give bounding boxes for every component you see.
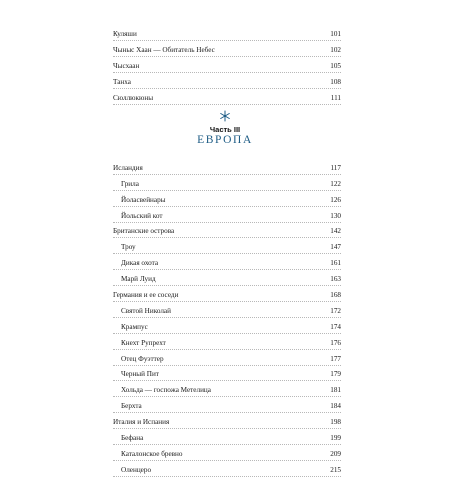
toc-entry-title: Германия и ее соседи bbox=[113, 291, 179, 300]
part-label: Часть III bbox=[209, 125, 241, 134]
toc-entry-title: Британские острова bbox=[113, 227, 175, 236]
toc-entry-page: 147 bbox=[330, 243, 341, 252]
toc-entry-page: 168 bbox=[330, 291, 341, 300]
toc-entry-page: 161 bbox=[330, 259, 341, 268]
toc-entry-page: 181 bbox=[330, 386, 341, 395]
toc-entry bbox=[113, 57, 341, 73]
toc-entry-page: 174 bbox=[330, 322, 341, 331]
toc-entry-title: Йоласвейнары bbox=[121, 195, 166, 204]
toc-entry-page: 142 bbox=[330, 227, 341, 236]
toc-subentry bbox=[113, 429, 341, 445]
toc-entry bbox=[113, 159, 341, 175]
part-title: ЕВРОПА bbox=[197, 134, 253, 146]
toc-subentry bbox=[113, 254, 341, 270]
toc-subentry bbox=[113, 381, 341, 397]
toc-entry-title: Оленцеро bbox=[121, 465, 152, 474]
toc-subentry bbox=[113, 318, 341, 334]
toc-entry-page: 209 bbox=[330, 449, 341, 458]
toc-entry-title: Каталонское бревно bbox=[121, 449, 183, 458]
toc-subentry bbox=[113, 207, 341, 223]
toc-entry bbox=[113, 413, 341, 429]
toc-subentry bbox=[113, 350, 341, 366]
toc-entry bbox=[113, 286, 341, 302]
toc-entry-page: 122 bbox=[330, 179, 341, 188]
toc-entry-title: Отец Фуэттер bbox=[121, 354, 164, 363]
toc-entry bbox=[113, 89, 341, 105]
toc-entry-page: 177 bbox=[330, 354, 341, 363]
toc-entry-page: 215 bbox=[330, 465, 341, 474]
toc-entry bbox=[113, 41, 341, 57]
toc-entry-title: Йольский кот bbox=[121, 211, 163, 220]
toc-entry-page: 199 bbox=[330, 434, 341, 443]
toc-entry-title: Танха bbox=[113, 78, 131, 86]
toc-entry-page: 172 bbox=[330, 306, 341, 315]
toc-entry-page: 198 bbox=[330, 418, 341, 427]
toc-entry-title: Кнехт Рупрехт bbox=[121, 338, 166, 347]
toc-subentry bbox=[113, 397, 341, 413]
toc-entry-title: Берхта bbox=[121, 402, 142, 411]
snowflake-ornament-icon bbox=[219, 110, 231, 122]
toc-subentry bbox=[113, 445, 341, 461]
toc-entry-title: Бефана bbox=[121, 434, 144, 443]
toc-bottom-list bbox=[113, 159, 341, 477]
toc-entry-title: Черный Пит bbox=[121, 370, 159, 379]
toc-entry-title: Грила bbox=[121, 179, 139, 188]
toc-entry bbox=[113, 25, 341, 41]
toc-entry-page: 108 bbox=[330, 78, 341, 86]
toc-entry-title: Куляши bbox=[113, 30, 137, 38]
toc-entry-title: Исландия bbox=[113, 163, 143, 172]
toc-entry-page: 105 bbox=[330, 62, 341, 70]
toc-subentry bbox=[113, 334, 341, 350]
toc-entry-title: Италия и Испания bbox=[113, 418, 170, 427]
toc-entry-page: 176 bbox=[330, 338, 341, 347]
toc-subentry bbox=[113, 302, 341, 318]
toc-entry-title: Сюллюкюны bbox=[113, 94, 154, 102]
toc-entry-page: 126 bbox=[330, 195, 341, 204]
toc-entry-page: 101 bbox=[330, 30, 341, 38]
toc-entry-title: Чысхаан bbox=[113, 62, 140, 70]
toc-entry-page: 130 bbox=[330, 211, 341, 220]
toc-subentry bbox=[113, 238, 341, 254]
toc-entry bbox=[113, 223, 341, 239]
toc-subentry bbox=[113, 191, 341, 207]
toc-entry-title: Чыныс Хаан — Обитатель Небес bbox=[113, 46, 215, 54]
toc-entry-page: 184 bbox=[330, 402, 341, 411]
toc-subentry bbox=[113, 366, 341, 382]
toc-entry-page: 102 bbox=[330, 46, 341, 54]
toc-entry-page: 117 bbox=[330, 163, 341, 172]
toc-entry-title: Дикая охота bbox=[121, 259, 159, 268]
toc-subentry bbox=[113, 175, 341, 191]
toc-entry-title: Крампус bbox=[121, 322, 148, 331]
toc-entry-page: 163 bbox=[330, 275, 341, 284]
toc-entry-title: Марй Луид bbox=[121, 275, 156, 284]
toc-entry-title: Троу bbox=[121, 243, 136, 252]
toc-entry-title: Святой Николай bbox=[121, 306, 171, 315]
toc-entry-title: Хольда — госпожа Метелица bbox=[121, 386, 211, 395]
toc-entry-page: 111 bbox=[330, 94, 341, 102]
toc-entry bbox=[113, 73, 341, 89]
toc-entry-page: 179 bbox=[330, 370, 341, 379]
toc-subentry bbox=[113, 270, 341, 286]
toc-subentry bbox=[113, 461, 341, 477]
toc-top-list bbox=[113, 25, 341, 105]
